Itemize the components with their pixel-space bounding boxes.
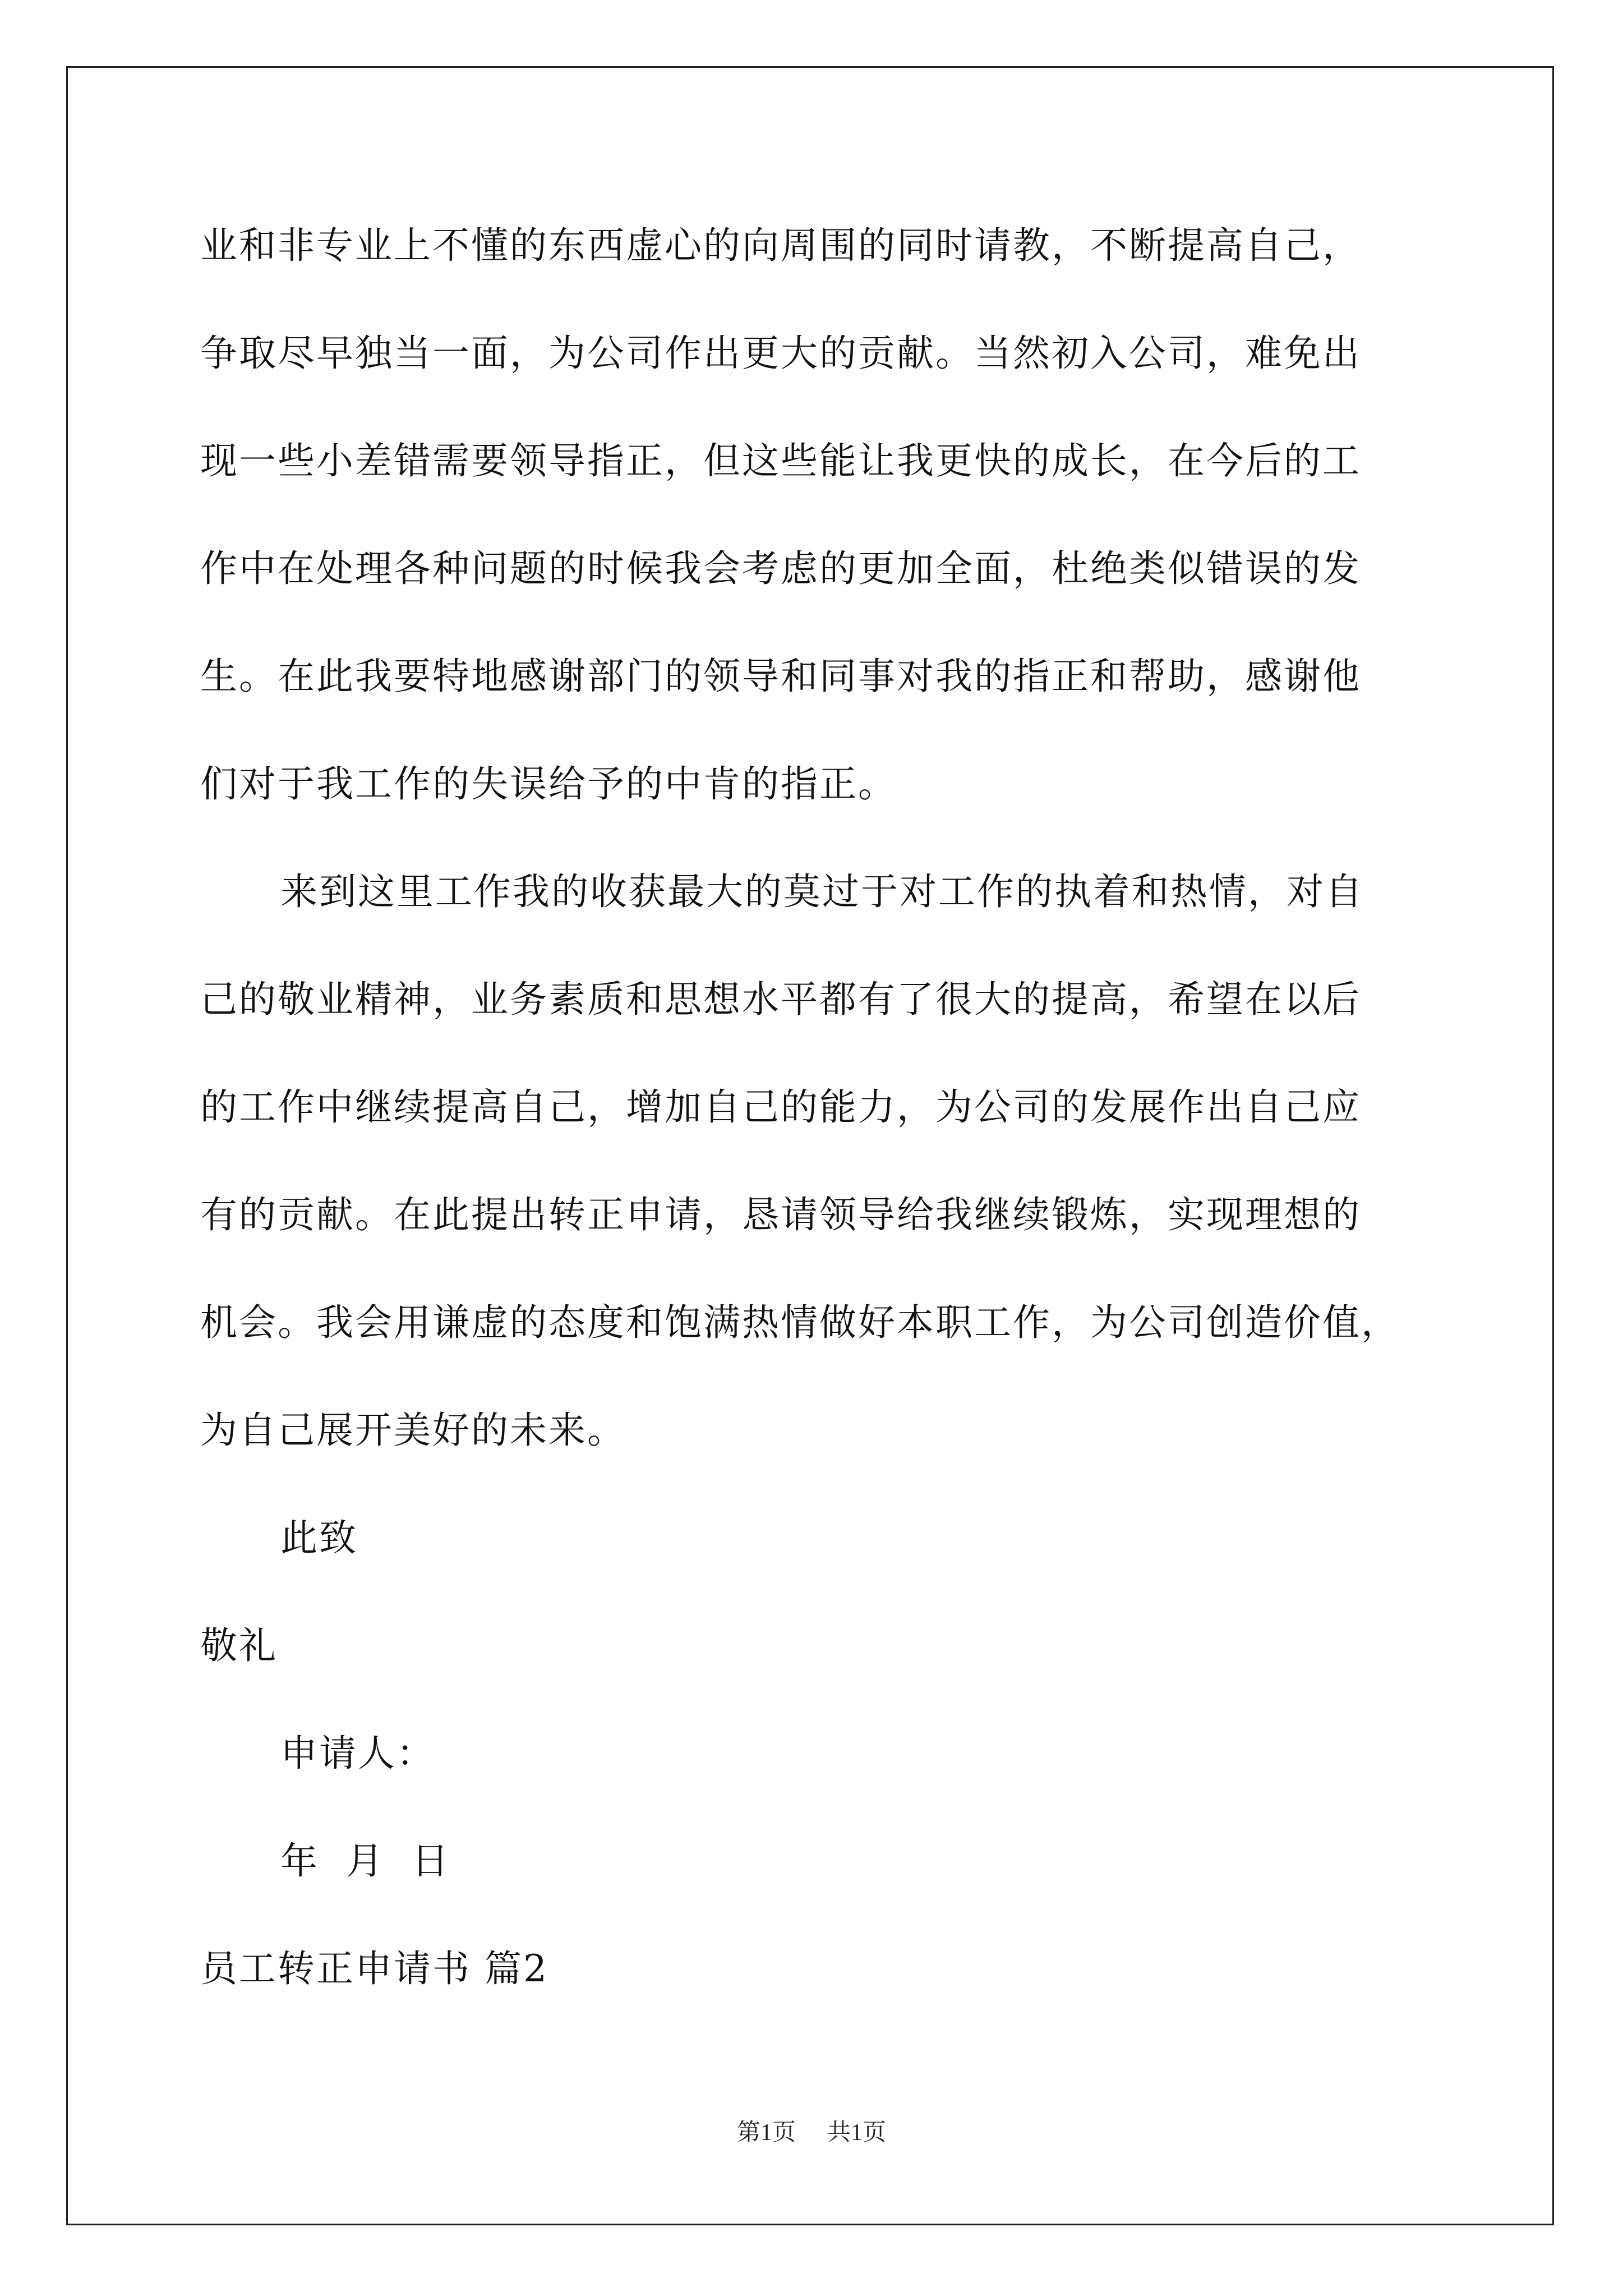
text-line: 作中在处理各种问题的时候我会考虑的更加全面，杜绝类似错误的发 xyxy=(200,547,1361,590)
text-line: 有的贡献。在此提出转正申请，恳请领导给我继续锻炼，实现理想的 xyxy=(200,1193,1361,1236)
applicant-label: 申请人： xyxy=(280,1732,435,1775)
text-line: 们对于我工作的失误给予的中肯的指正。 xyxy=(200,762,897,806)
text-line: 争取尽早独当一面，为公司作出更大的贡献。当然初入公司，难免出 xyxy=(200,332,1361,375)
page-number-current: 第1页 xyxy=(736,2120,796,2146)
salute-text: 敬礼 xyxy=(200,1624,278,1667)
text-line: 来到这里工作我的收获最大的莫过于对工作的执着和热情，对自 xyxy=(280,870,1364,913)
page-footer xyxy=(0,2114,1623,2147)
text-line: 生。在此我要特地感谢部门的领导和同事对我的指正和帮助，感谢他 xyxy=(200,655,1361,698)
text-line: 己的敬业精神，业务素质和思想水平都有了很大的提高，希望在以后 xyxy=(200,978,1361,1021)
closing-text: 此致 xyxy=(280,1516,358,1559)
text-line: 的工作中继续提高自己，增加自己的能力，为公司的发展作出自己应 xyxy=(200,1085,1361,1129)
text-line: 机会。我会用谦虚的态度和饱满热情做好本职工作，为公司创造价值， xyxy=(200,1301,1400,1344)
text-line: 业和非专业上不懂的东西虚心的向周围的同时请教，不断提高自己， xyxy=(200,224,1361,267)
date-line: 年 月 日 xyxy=(280,1839,450,1883)
text-line: 现一些小差错需要领导指正，但这些能让我更快的成长，在今后的工 xyxy=(200,439,1361,482)
section-heading: 员工转正申请书 篇2 xyxy=(200,1947,548,1990)
page-number-total: 共1页 xyxy=(827,2120,887,2146)
page-border xyxy=(66,66,1554,2225)
text-line: 为自己展开美好的未来。 xyxy=(200,1409,626,1452)
